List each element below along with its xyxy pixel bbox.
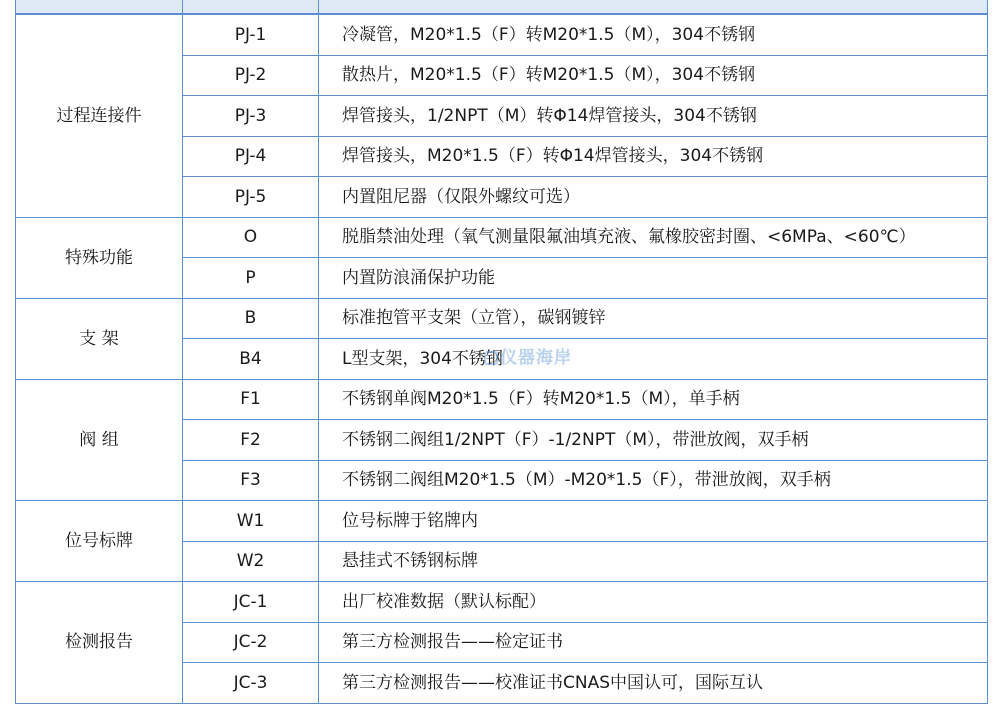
code-cell: PJ-1 bbox=[183, 14, 319, 55]
code-cell: W2 bbox=[183, 541, 319, 582]
category-cell: 检测报告 bbox=[16, 582, 183, 704]
description-cell: 内置阻尼器（仅限外螺纹可选） bbox=[319, 177, 988, 218]
description-cell: 不锈钢单阀M20*1.5（F）转M20*1.5（M），单手柄 bbox=[319, 379, 988, 420]
table-row bbox=[16, 217, 988, 258]
code-cell: F2 bbox=[183, 420, 319, 461]
table-row bbox=[16, 379, 988, 420]
code-cell: B bbox=[183, 298, 319, 339]
code-cell: JC-1 bbox=[183, 582, 319, 623]
code-cell: O bbox=[183, 217, 319, 258]
description-cell: 不锈钢二阀组M20*1.5（M）-M20*1.5（F），带泄放阀，双手柄 bbox=[319, 460, 988, 501]
code-cell: PJ-3 bbox=[183, 96, 319, 137]
description-cell: 出厂校准数据（默认标配） bbox=[319, 582, 988, 623]
table-row bbox=[16, 501, 988, 542]
category-cell: 支 架 bbox=[16, 298, 183, 379]
header-cell bbox=[183, 0, 319, 14]
category-cell: 位号标牌 bbox=[16, 501, 183, 582]
description-cell: 位号标牌于铭牌内 bbox=[319, 501, 988, 542]
code-cell: JC-2 bbox=[183, 622, 319, 663]
code-cell: W1 bbox=[183, 501, 319, 542]
code-cell: F3 bbox=[183, 460, 319, 501]
description-cell: 悬挂式不锈钢标牌 bbox=[319, 541, 988, 582]
description-cell: 内置防浪涌保护功能 bbox=[319, 258, 988, 299]
options-table-body bbox=[16, 0, 988, 703]
description-cell: 焊管接头，1/2NPT（M）转Φ14焊管接头，304不锈钢 bbox=[319, 96, 988, 137]
description-cell: 标准抱管平支架（立管），碳钢镀锌 bbox=[319, 298, 988, 339]
table-header-row bbox=[16, 0, 988, 14]
category-cell: 特殊功能 bbox=[16, 217, 183, 298]
description-cell: 散热片，M20*1.5（F）转M20*1.5（M），304不锈钢 bbox=[319, 55, 988, 96]
code-cell: PJ-4 bbox=[183, 136, 319, 177]
description-cell: L型支架，304不锈钢 bbox=[319, 339, 988, 380]
code-cell: JC-3 bbox=[183, 663, 319, 704]
code-cell: P bbox=[183, 258, 319, 299]
header-cell bbox=[16, 0, 183, 14]
description-cell: 焊管接头，M20*1.5（F）转Φ14焊管接头，304不锈钢 bbox=[319, 136, 988, 177]
table-row bbox=[16, 14, 988, 55]
description-cell: 第三方检测报告——检定证书 bbox=[319, 622, 988, 663]
description-cell: 冷凝管，M20*1.5（F）转M20*1.5（M），304不锈钢 bbox=[319, 14, 988, 55]
category-cell: 过程连接件 bbox=[16, 14, 183, 217]
code-cell: F1 bbox=[183, 379, 319, 420]
options-table-container bbox=[15, 0, 987, 704]
description-cell: 不锈钢二阀组1/2NPT（F）-1/2NPT（M），带泄放阀，双手柄 bbox=[319, 420, 988, 461]
watermark-text: 仪器海岸 bbox=[500, 348, 572, 368]
code-cell: PJ-2 bbox=[183, 55, 319, 96]
code-cell: PJ-5 bbox=[183, 177, 319, 218]
description-cell: 第三方检测报告——校准证书CNAS中国认可，国际互认 bbox=[319, 663, 988, 704]
description-cell: 脱脂禁油处理（氧气测量限氟油填充液、氟橡胶密封圈、<6MPa、<60℃） bbox=[319, 217, 988, 258]
code-cell: B4 bbox=[183, 339, 319, 380]
options-table bbox=[15, 0, 988, 704]
category-cell: 阀 组 bbox=[16, 379, 183, 501]
header-cell bbox=[319, 0, 988, 14]
table-row bbox=[16, 582, 988, 623]
table-row bbox=[16, 298, 988, 339]
